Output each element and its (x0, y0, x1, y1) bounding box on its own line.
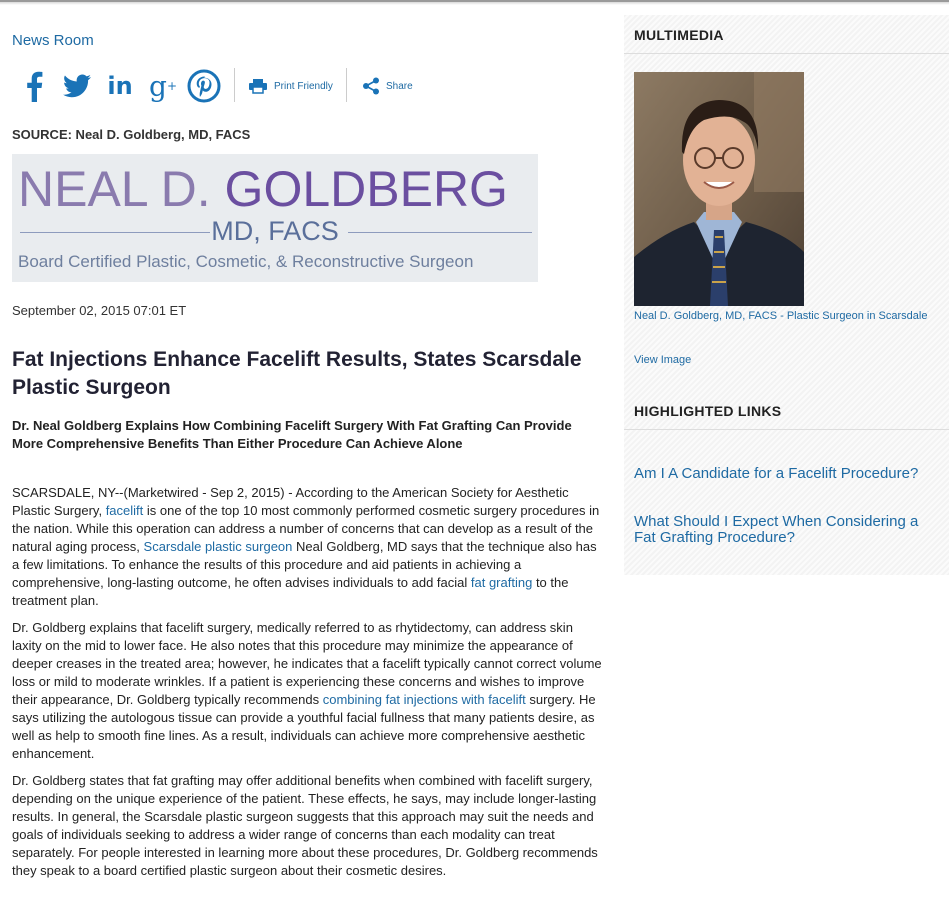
highlighted-links-heading: HIGHLIGHTED LINKS (634, 403, 782, 419)
news-room-link[interactable]: News Room (12, 32, 94, 49)
text: to the treatment plan. (12, 575, 569, 608)
press-release-headline: Fat Injections Enhance Facelift Results, States Scarsdale Plastic Surgeon (12, 348, 582, 399)
printer-icon (248, 78, 268, 94)
divider (624, 429, 949, 430)
company-logo (12, 154, 538, 282)
sidebar (624, 15, 949, 575)
text: surgery. He says utilizing the autologous tissue can provide a youthful facial fullness that many patients desire, as well as help to smooth fine lines. As a result, individuals can achieve more comprehensive aesthetic enhancement. (12, 692, 596, 761)
facebook-icon[interactable] (20, 68, 48, 104)
release-date: September 02, 2015 07:01 ET (12, 303, 187, 318)
top-shadow (0, 2, 949, 5)
combining-fat-injections-link[interactable]: combining fat injections with facelift (322, 692, 526, 707)
fat-grafting-link[interactable]: fat grafting (470, 575, 533, 590)
logo-credentials: MD, FACS (211, 216, 339, 246)
highlighted-link-facelift-candidate[interactable]: Am I A Candidate for a Facelift Procedure? (634, 465, 919, 482)
paragraph-1 (12, 484, 604, 610)
social-toolbar (12, 68, 612, 104)
scarsdale-plastic-surgeon-link[interactable]: Scarsdale plastic surgeon (143, 539, 293, 554)
photo-caption-link[interactable]: Neal D. Goldberg, MD, FACS - Plastic Surgeon in Scarsdale (634, 310, 928, 322)
facelift-link[interactable]: facelift (105, 503, 144, 518)
toolbar-separator (346, 68, 347, 102)
view-image-link[interactable]: View Image (634, 354, 692, 366)
paragraph-3: Dr. Goldberg states that fat grafting may offer additional benefits when combined with facelift surgery, depending on the unique experience of the patient. These effects, he says, may include longer-lasting results. In general, the Scarsdale plastic surgeon suggests that this approach may suit the needs and goals of individuals seeking to address a wider range of concerns than each modality can treat separately. For people interested in learning more about these procedures, Dr. Goldberg recommends they speak to a board certified plastic surgeon about their cosmetic desires. (12, 773, 598, 878)
paragraph-2 (12, 619, 604, 763)
pinterest-icon[interactable] (186, 68, 222, 104)
logo-name-first: NEAL D. (18, 161, 225, 217)
share-icon (362, 77, 380, 95)
toolbar-separator (234, 68, 235, 102)
twitter-icon[interactable] (60, 68, 94, 104)
share-label: Share (386, 80, 413, 92)
logo-tagline: Board Certified Plastic, Cosmetic, & Reconstructive Surgeon (18, 252, 474, 271)
print-friendly-button[interactable] (248, 68, 333, 104)
text: Neal Goldberg, MD says that the technique also has a few limitations. To enhance the results of this procedure and aid patients in achieving a comprehensive, long-lasting outcome, he often advises individuals to add facial (12, 539, 597, 590)
logo-rule-right (348, 232, 532, 233)
multimedia-heading: MULTIMEDIA (634, 27, 724, 43)
source-line: SOURCE: Neal D. Goldberg, MD, FACS (12, 127, 251, 142)
google-plus-icon[interactable]: g + (149, 69, 177, 103)
text: SCARSDALE, NY--(Marketwired - Sep 2, 2015) - According to the American Society for Aesthetic Plastic Surgery, (12, 485, 569, 518)
article-body (12, 484, 604, 889)
print-friendly-label: Print Friendly (274, 80, 333, 92)
highlighted-link-fat-grafting[interactable]: What Should I Expect When Considering a Fat Grafting Procedure? (634, 513, 919, 546)
share-button[interactable] (362, 68, 413, 104)
logo-name-last: GOLDBERG (224, 161, 508, 217)
text: is one of the top 10 most commonly performed cosmetic surgery procedures in the nation. While this operation can address a number of concerns that can develop as a result of the natural aging process, (12, 503, 600, 554)
text: Dr. Goldberg explains that facelift surgery, medically referred to as rhytidectomy, can address skin laxity on the mid to lower face. He also notes that this procedure may minimize the appearance of deeper creases in the treated area; however, he indicates that a facelift typically cannot correct volume loss or mild to moderate wrinkles. If a patient is experiencing these concerns and wishes to improve their appearance, Dr. Goldberg typically recommends (12, 620, 602, 707)
logo-name (18, 160, 508, 218)
surgeon-photo[interactable] (634, 72, 804, 306)
press-release-subheadline: Dr. Neal Goldberg Explains How Combining Facelift Surgery With Fat Grafting Can Provide More Comprehensive Benefits Than Either Procedure Can Achieve Alone (12, 418, 572, 451)
divider (624, 53, 949, 54)
linkedin-icon[interactable]: in (107, 72, 133, 100)
